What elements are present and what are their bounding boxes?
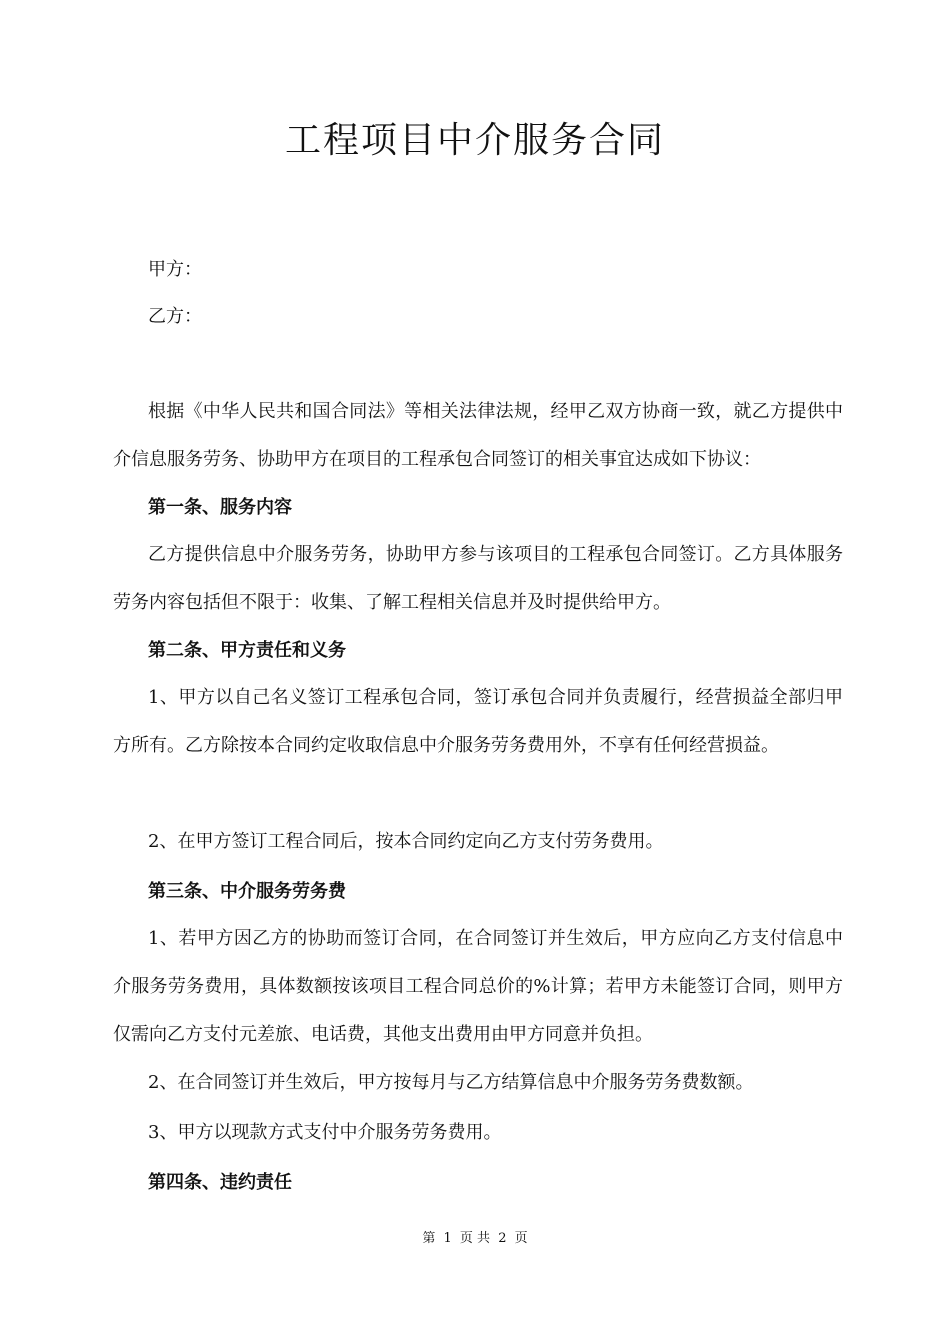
intro-paragraph: 根据《中华人民共和国合同法》等相关法律法规，经甲乙双方协商一致，就乙方提供中介信息服务劳务、协助甲方在项目的工程承包合同签订的相关事宜达成如下协议：: [113, 401, 843, 470]
article-1-text: 乙方提供信息中介服务劳务，协助甲方参与该项目的工程承包合同签订。乙方具体服务劳务内容包括但不限于：收集、了解工程相关信息并及时提供给甲方。: [113, 544, 843, 613]
footer-prefix: 第: [422, 1231, 436, 1246]
footer-page-number: 1: [443, 1231, 452, 1246]
article-3-item-3: 3、甲方以现款方式支付中介服务劳务费用。: [148, 1122, 502, 1143]
article-3-heading: 第三条、中介服务劳务费: [148, 881, 346, 902]
party-b-label: 乙方：: [148, 306, 202, 327]
article-3-item-1: 1、若甲方因乙方的协助而签订合同，在合同签订并生效后，甲方应向乙方支付信息中介服务劳务费用，具体数额按该项目工程合同总价的%计算；若甲方未能签订合同，则甲方仅需向乙方支付元差旅、电话费，其他支出费用由甲方同意并负担。: [113, 928, 843, 1045]
footer-suffix: 页: [514, 1231, 528, 1246]
page-footer: [0, 1230, 950, 1248]
party-a-label: 甲方：: [148, 259, 202, 280]
article-2-item-1: 1、甲方以自己名义签订工程承包合同，签订承包合同并负责履行，经营损益全部归甲方所有。乙方除按本合同约定收取信息中介服务劳务费用外，不享有任何经营损益。: [113, 687, 843, 756]
footer-total-pages: 2: [498, 1231, 507, 1246]
article-2-heading: 第二条、甲方责任和义务: [148, 640, 346, 661]
document-title: 工程项目中介服务合同: [284, 120, 665, 161]
article-3-item-2: 2、在合同签订并生效后，甲方按每月与乙方结算信息中介服务劳务费数额。: [148, 1072, 754, 1093]
article-1-heading: 第一条、服务内容: [148, 497, 292, 518]
footer-middle: 页 共: [459, 1231, 491, 1246]
article-4-heading: 第四条、违约责任: [148, 1172, 292, 1193]
article-2-item-2: 2、在甲方签订工程合同后，按本合同约定向乙方支付劳务费用。: [148, 831, 664, 852]
